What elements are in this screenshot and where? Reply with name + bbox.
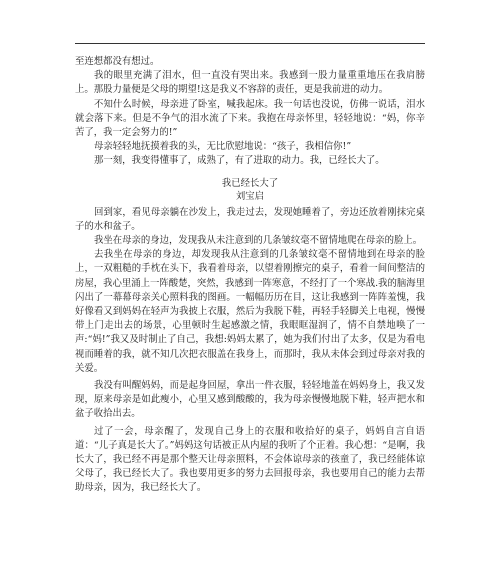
paragraph: 去我坐在母亲的身边，却发现我从注意到的几条皱纹毫不留情地到在母亲的脸上，一双粗糙的手枕在头下，我看着母亲，以望着刚擦完的桌子，看着一间间整洁的房屋，我心里涌上一阵酸楚，突然，我感到一阵寒意，不经打了一个寒战.我的脑海里闪出了一幕幕母亲关心照料我的图画。一幅幅历历在目，这让我感到一阵阵羞愧，我好像看又到妈妈在轻声为我披上衣服，然后为我脱下鞋，再轻手轻脚关上电视，慢慢带上门走出去的场景，心里顿时生起感激之情，我眼眶湿润了，情不自禁地唤了一声:“妈!”我又及时制止了自己，我想:妈妈太累了，她为我们付出了太多，仅是为看电视而睡着的我，就不知几次把衣服盖在我身上，而那时，我从未体会到过母亲对我的关爱。 xyxy=(75,249,425,374)
essay-title: 我已经长大了 xyxy=(221,177,279,189)
paragraph: 我的眼里充满了泪水，但一直没有哭出来。我感到一股力量重重地压在我肩膀上。那股力量便是父母的期望!这是我义不容辞的责任，更是我前进的动力。 xyxy=(75,70,425,96)
paragraph: 回到家，看见母亲躺在沙发上，我走过去，发现她睡着了，旁边还放着刚抹完桌子的水和盆子。 xyxy=(75,206,425,232)
paragraph: 母亲轻轻地抚摸着我的头，无比欣慰地说：“孩子，我相信你!” xyxy=(94,141,352,153)
document-body xyxy=(75,55,425,496)
paragraph: 我没有叫醒妈妈，而是起身回屋，拿出一件衣服，轻轻地盖在妈妈身上，我又发现，原来母亲是如此瘦小，心里又感到酸酸的，我为母亲慢慢地脱下鞋，轻声把水和盆子收拾出去。 xyxy=(75,380,425,420)
paragraph: 不知什么时候，母亲进了卧室，喊我起床。我一句话也没说，仿佛一说话，泪水就会落下来。但是不争气的泪水流了下来。我抱在母亲怀里，轻轻地说：“妈，你辛苦了，我一定会努力的!” xyxy=(75,98,425,139)
paragraph: 我坐在母亲的身边，发现我从未注意到的几条皱纹毫不留情地爬在母亲的脸上。 xyxy=(94,235,423,247)
paragraph: 那一刻，我变得懂事了，成熟了，有了进取的动力。我，已经长大了。 xyxy=(94,155,385,167)
essay-author: 刘宝启 xyxy=(235,190,265,202)
section-spacer xyxy=(75,169,425,177)
paragraph: 至连想都没有想过。 xyxy=(75,56,160,67)
header-rule xyxy=(75,43,425,44)
paragraph: 过了一会，母亲醒了，发现自己身上的衣服和收拾好的桌子，妈妈自言自语道：“儿子真是长大了。”妈妈这句话被正从内屋的我听了个正着。我心想：“是啊，我长大了，我已经不再是那个整天让母亲照料，不会体谅母亲的孩童了，我已经能体谅父母了，我已经长大了。我也要用更多的努力去回报母亲，我也要用自己的能力去帮助母亲，因为，我已经长大了。 xyxy=(75,425,425,494)
